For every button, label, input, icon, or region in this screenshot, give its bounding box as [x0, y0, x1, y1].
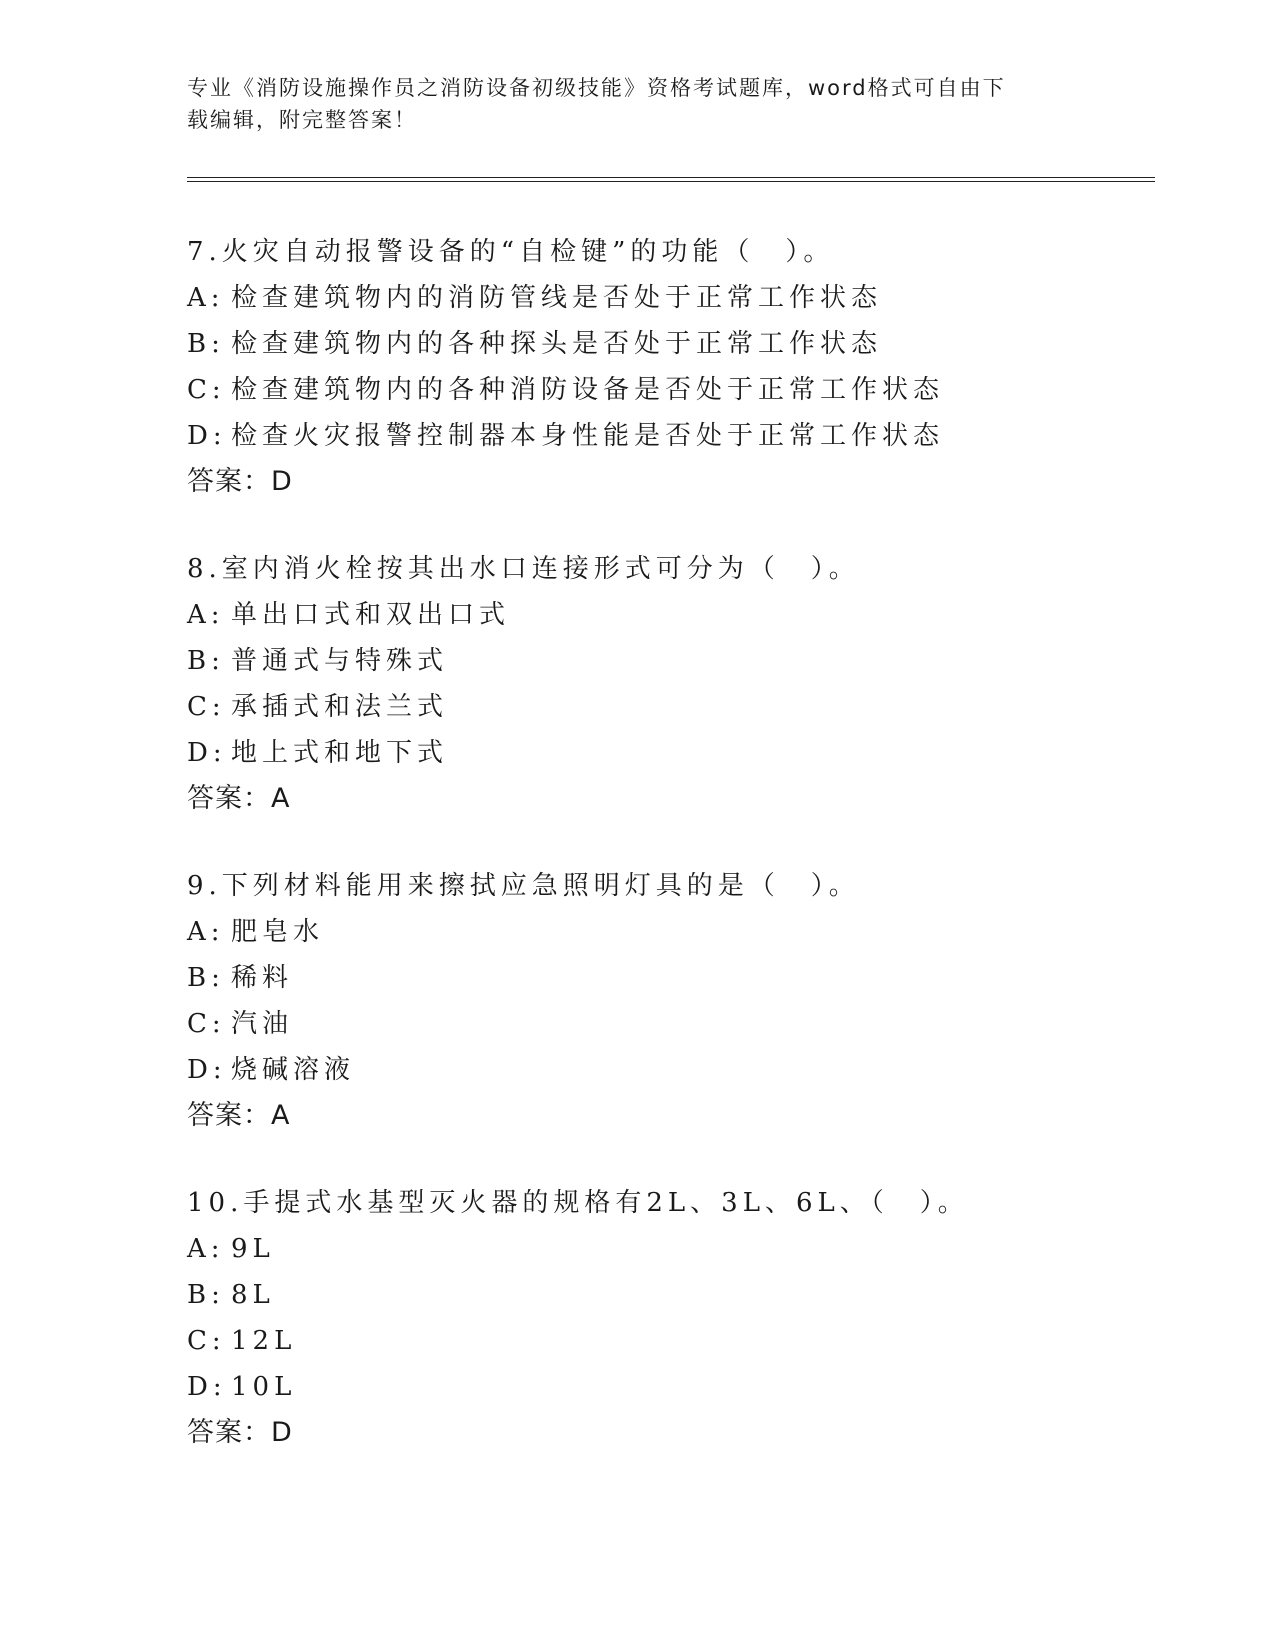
option-key: D: — [187, 421, 227, 451]
option-b — [187, 321, 1137, 367]
option-key: D: — [187, 1055, 227, 1085]
option-a — [187, 592, 1137, 638]
option-key: A: — [187, 600, 225, 630]
option-key: C: — [187, 692, 226, 722]
question-7 — [187, 229, 1137, 505]
option-d — [187, 413, 1137, 459]
option-key: D: — [187, 1372, 227, 1402]
option-key: A: — [187, 1234, 225, 1264]
answer-line: 答案：D — [187, 1417, 293, 1448]
option-text: 承插式和法兰式 — [231, 692, 449, 722]
header-line-2: 载编辑，附完整答案！ — [187, 108, 417, 132]
option-text: 单出口式和双出口式 — [231, 600, 511, 630]
option-text: 9L — [231, 1234, 275, 1264]
option-key: A: — [187, 283, 225, 313]
option-d — [187, 730, 1137, 776]
question-10 — [187, 1180, 1137, 1456]
option-text: 检查建筑物内的各种消防设备是否处于正常工作状态 — [231, 375, 945, 405]
answer-line: 答案：A — [187, 783, 291, 814]
option-key: B: — [187, 963, 225, 993]
option-a — [187, 275, 1137, 321]
option-key: A: — [187, 917, 225, 947]
option-d — [187, 1047, 1137, 1093]
question-stem: 10.手提式水基型灭火器的规格有2L、3L、6L、（ ）。 — [187, 1188, 969, 1218]
option-text: 8L — [231, 1280, 275, 1310]
option-b — [187, 638, 1137, 684]
header-line-1: 专业《消防设施操作员之消防设备初级技能》资格考试题库，word格式可自由下 — [187, 76, 1006, 100]
option-text: 10L — [231, 1372, 297, 1402]
option-c — [187, 1001, 1137, 1047]
option-text: 检查建筑物内的各种探头是否处于正常工作状态 — [231, 329, 883, 359]
option-key: B: — [187, 329, 225, 359]
option-text: 地上式和地下式 — [231, 738, 449, 768]
option-text: 检查建筑物内的消防管线是否处于正常工作状态 — [231, 283, 883, 313]
option-key: C: — [187, 375, 226, 405]
option-key: C: — [187, 1009, 226, 1039]
option-a — [187, 1226, 1137, 1272]
option-key: D: — [187, 738, 227, 768]
option-text: 12L — [231, 1326, 297, 1356]
option-c — [187, 1318, 1137, 1364]
option-b — [187, 955, 1137, 1001]
option-key: B: — [187, 1280, 225, 1310]
option-c — [187, 367, 1137, 413]
question-9 — [187, 863, 1137, 1139]
header-divider — [187, 177, 1155, 182]
option-text: 检查火灾报警控制器本身性能是否处于正常工作状态 — [231, 421, 945, 451]
question-stem: 7.火灾自动报警设备的“自检键”的功能（ ）。 — [187, 237, 835, 267]
answer-line: 答案：A — [187, 1100, 291, 1131]
option-a — [187, 909, 1137, 955]
option-d — [187, 1364, 1137, 1410]
option-text: 烧碱溶液 — [231, 1055, 356, 1085]
option-key: C: — [187, 1326, 226, 1356]
option-text: 汽油 — [231, 1009, 294, 1039]
answer-line: 答案：D — [187, 466, 293, 497]
question-8 — [187, 546, 1137, 822]
question-stem: 9.下列材料能用来擦拭应急照明灯具的是（ ）。 — [187, 871, 860, 901]
option-c — [187, 684, 1137, 730]
option-text: 稀料 — [231, 963, 294, 993]
option-b — [187, 1272, 1137, 1318]
document-header — [187, 72, 1087, 136]
option-key: B: — [187, 646, 225, 676]
option-text: 普通式与特殊式 — [231, 646, 449, 676]
option-text: 肥皂水 — [231, 917, 325, 947]
question-stem: 8.室内消火栓按其出水口连接形式可分为（ ）。 — [187, 554, 860, 584]
